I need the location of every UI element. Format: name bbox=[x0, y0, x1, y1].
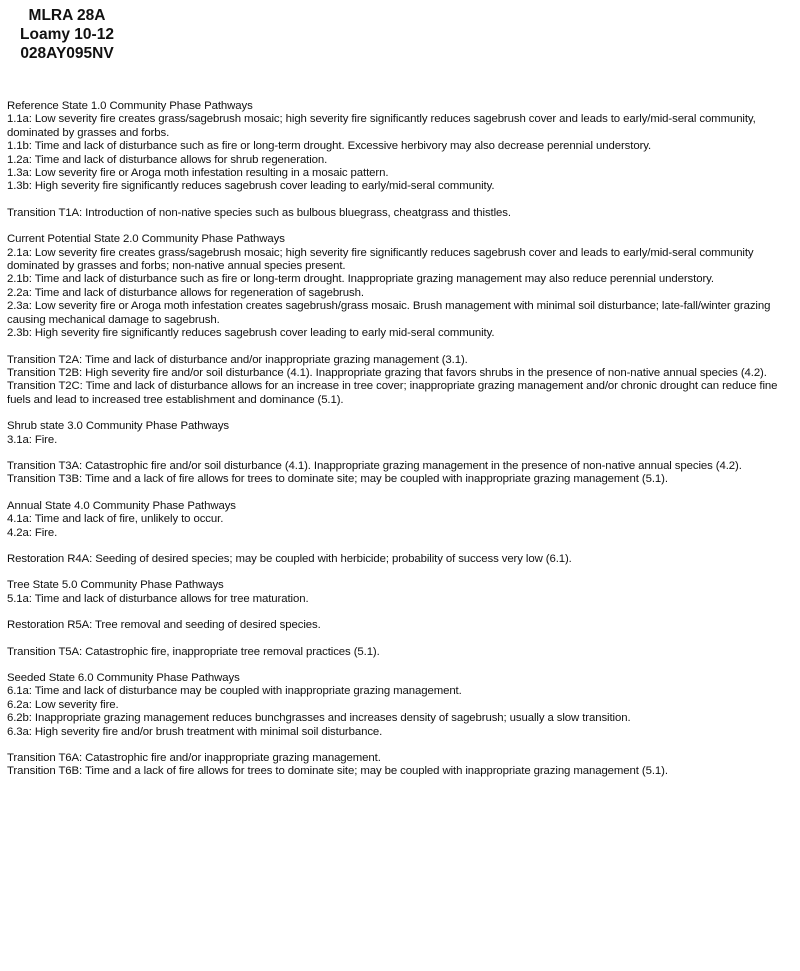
transition-line: Transition T2A: Time and lack of disturbance and/or inappropriate grazing management (3.1). bbox=[7, 353, 468, 366]
pathway-line: 1.2a: Time and lack of disturbance allows for shrub regeneration. bbox=[7, 153, 328, 166]
section-heading: Tree State 5.0 Community Phase Pathways bbox=[7, 579, 224, 592]
pathway-line: 6.3a: High severity fire and/or brush treatment with minimal soil disturbance. bbox=[7, 725, 383, 738]
pathway-line: 4.2a: Fire. bbox=[7, 526, 58, 539]
pathway-line: 1.1a: Low severity fire creates grass/sagebrush mosaic; high severity fire significantly reduces sagebrush cover and leads to early/mid-seral community, dominated by grasses and forbs. bbox=[7, 113, 756, 139]
section-heading: Current Potential State 2.0 Community Phase Pathways bbox=[7, 233, 285, 246]
transition-t5-section bbox=[7, 646, 793, 659]
restoration-r4-section bbox=[7, 553, 793, 566]
transition-line: Transition T5A: Catastrophic fire, inappropriate tree removal practices (5.1). bbox=[7, 645, 380, 658]
restoration-r5-section bbox=[7, 619, 793, 632]
pathway-line: 1.3a: Low severity fire or Aroga moth infestation resulting in a mosaic pattern. bbox=[7, 167, 389, 180]
seeded-state-section bbox=[7, 672, 793, 739]
reference-state-section bbox=[7, 100, 793, 194]
mlra-title: MLRA 28A bbox=[28, 7, 106, 24]
pathway-line: 5.1a: Time and lack of disturbance allows for tree maturation. bbox=[7, 592, 309, 605]
pathway-line: 2.3a: Low severity fire or Aroga moth infestation creates sagebrush/grass mosaic. Brush management with minimal soil disturbance; late-fall/winter grazing causing mechanical damage to sagebrush. bbox=[7, 300, 771, 326]
section-heading: Shrub state 3.0 Community Phase Pathways bbox=[7, 420, 230, 433]
restoration-line: Restoration R5A: Tree removal and seeding of desired species. bbox=[7, 619, 321, 632]
restoration-line: Restoration R4A: Seeding of desired species; may be coupled with herbicide; probability of success very low (6.1). bbox=[7, 552, 572, 565]
transition-line: Transition T6B: Time and a lack of fire allows for trees to dominate site; may be coupled with inappropriate grazing management (5.1). bbox=[7, 765, 668, 778]
pathway-line: 6.2b: Inappropriate grazing management reduces bunchgrasses and increases density of sagebrush; usually a slow transition. bbox=[7, 712, 631, 725]
transition-line: Transition T6A: Catastrophic fire and/or inappropriate grazing management. bbox=[7, 752, 381, 765]
pathway-line: 4.1a: Time and lack of fire, unlikely to occur. bbox=[7, 513, 224, 526]
transition-t3-section bbox=[7, 460, 793, 487]
current-potential-state-section bbox=[7, 233, 793, 340]
pathway-line: 2.3b: High severity fire significantly reduces sagebrush cover leading to early mid-seral community. bbox=[7, 327, 495, 340]
transition-line: Transition T3B: Time and a lack of fire allows for trees to dominate site; may be coupled with inappropriate grazing management (5.1). bbox=[7, 473, 668, 486]
transition-t1-section bbox=[7, 207, 793, 220]
pathway-line: 6.2a: Low severity fire. bbox=[7, 698, 119, 711]
pathway-line: 2.1a: Low severity fire creates grass/sagebrush mosaic; high severity fire significantly reduces sagebrush cover and leads to early/mid-seral community dominated by grasses and forbs; non-native annual species present. bbox=[7, 246, 754, 273]
site-id: 028AY095NV bbox=[20, 45, 114, 62]
tree-state-section bbox=[7, 579, 793, 606]
transition-t2-section bbox=[7, 354, 793, 408]
shrub-state-section bbox=[7, 420, 793, 447]
transition-line: Transition T2C: Time and lack of disturbance allows for an increase in tree cover; inappropriate grazing management and/or chronic drought can reduce fine fuels and lead to increased tree establishment and dominance (5.1). bbox=[7, 380, 778, 406]
pathway-descriptions bbox=[7, 100, 793, 792]
pathway-line: 1.3b: High severity fire significantly reduces sagebrush cover leading to early/mid-seral community. bbox=[7, 180, 495, 193]
pathway-line: 6.1a: Time and lack of disturbance may be coupled with inappropriate grazing management. bbox=[7, 685, 462, 698]
pathway-line: 3.1a: Fire. bbox=[7, 433, 58, 446]
pathway-line: 2.2a: Time and lack of disturbance allows for regeneration of sagebrush. bbox=[7, 286, 364, 299]
pathway-line: 2.1b: Time and lack of disturbance such as fire or long-term drought. Inappropriate grazing management may also reduce perennial understory. bbox=[7, 273, 714, 286]
transition-t6-section bbox=[7, 752, 793, 779]
transition-line: Transition T2B: High severity fire and/or soil disturbance (4.1). Inappropriate grazing that favors shrubs in the presence of non-native annual species (4.2). bbox=[7, 366, 767, 379]
pathway-line: 1.1b: Time and lack of disturbance such as fire or long-term drought. Excessive herbivory may also decrease perennial understory. bbox=[7, 140, 652, 153]
section-heading: Annual State 4.0 Community Phase Pathways bbox=[7, 499, 236, 512]
section-heading: Seeded State 6.0 Community Phase Pathways bbox=[7, 672, 240, 684]
section-heading: Reference State 1.0 Community Phase Pathways bbox=[7, 100, 253, 112]
annual-state-section bbox=[7, 500, 793, 540]
transition-line: Transition T3A: Catastrophic fire and/or soil disturbance (4.1). Inappropriate grazing management in the presence of non-native annual species (4.2). bbox=[7, 459, 742, 472]
transition-line: Transition T1A: Introduction of non-native species such as bulbous bluegrass, cheatgrass and thistles. bbox=[7, 206, 511, 219]
site-header bbox=[0, 6, 134, 63]
site-name: Loamy 10-12 bbox=[20, 26, 114, 43]
